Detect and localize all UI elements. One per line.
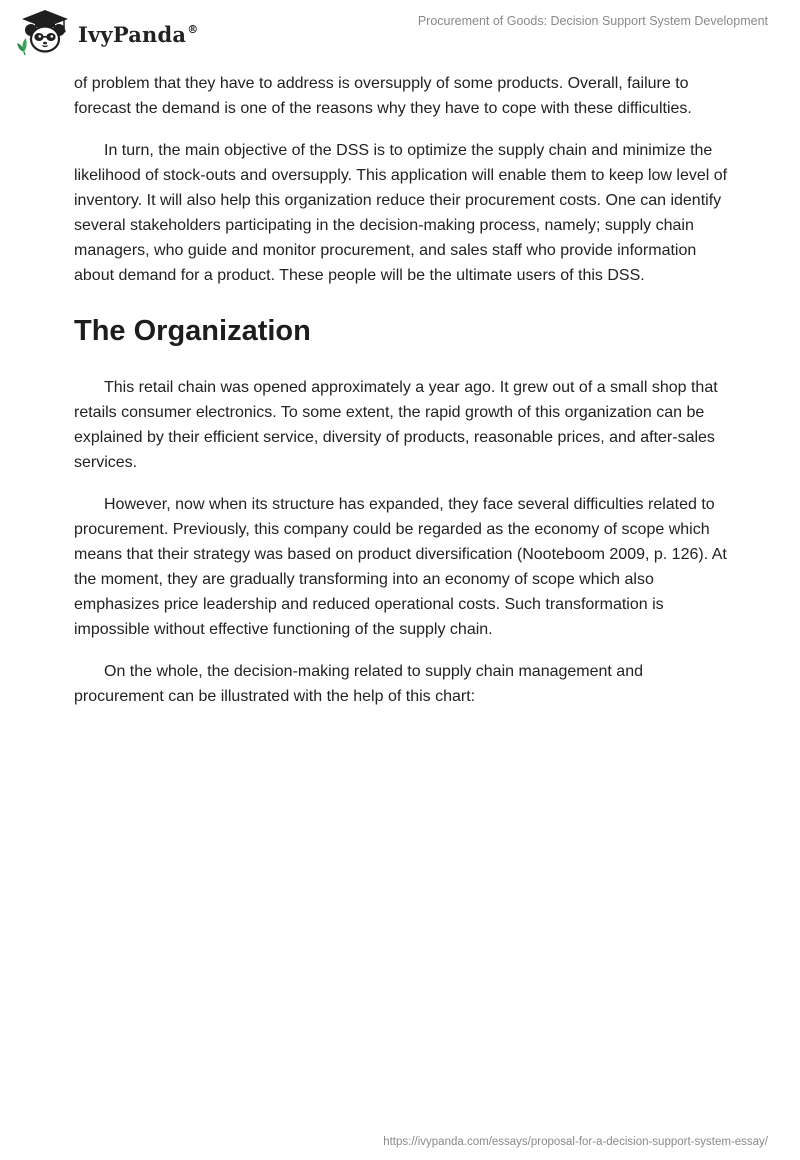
- paragraph-difficulties: However, now when its structure has expanded, they face several difficulties related to procurement. Previously, this company could be regarded as the economy of scope which means that their strategy was based on product diversification (Nooteboom 2009, p. 126). At the moment, they are gradually transforming into an economy of scope which also emphasizes price leadership and reduced operational costs. Such transformation is impossible without effective functioning of the supply chain.: [74, 496, 727, 638]
- essay-content: [74, 71, 734, 726]
- document-title: Procurement of Goods: Decision Support System Development: [417, 14, 768, 28]
- ivypanda-logo[interactable]: [14, 8, 198, 56]
- paragraph-chart-intro: On the whole, the decision-making related to supply chain management and procurement can be illustrated with the help of this chart:: [74, 663, 643, 705]
- paragraph-oversupply: of problem that they have to address is oversupply of some products. Overall, failure to forecast the demand is one of the reasons why they have to cope with these difficulties.: [74, 75, 692, 117]
- source-url[interactable]: https://ivypanda.com/essays/proposal-for-a-decision-support-system-essay/: [383, 1136, 768, 1148]
- section-heading-organization: The Organization: [74, 315, 311, 347]
- paragraph-retail-chain: This retail chain was opened approximately a year ago. It grew out of a small shop that retails consumer electronics. To some extent, the rapid growth of this organization can be explained by their efficient service, diversity of products, reasonable prices, and after-sales services.: [74, 379, 718, 471]
- logo-text: IvyPanda®: [78, 21, 199, 47]
- panda-icon: [14, 8, 76, 56]
- page-header: [0, 0, 800, 64]
- paragraph-dss-objective: In turn, the main objective of the DSS is to optimize the supply chain and minimize the likelihood of stock-outs and oversupply. This application will enable them to keep low level of inventory. It will also help this organization reduce their procurement costs. One can identify several stakeholders participating in the decision-making process, namely; supply chain managers, who guide and monitor procurement, and sales staff who provide information about demand for a product. These people will be the ultimate users of this DSS.: [74, 142, 728, 284]
